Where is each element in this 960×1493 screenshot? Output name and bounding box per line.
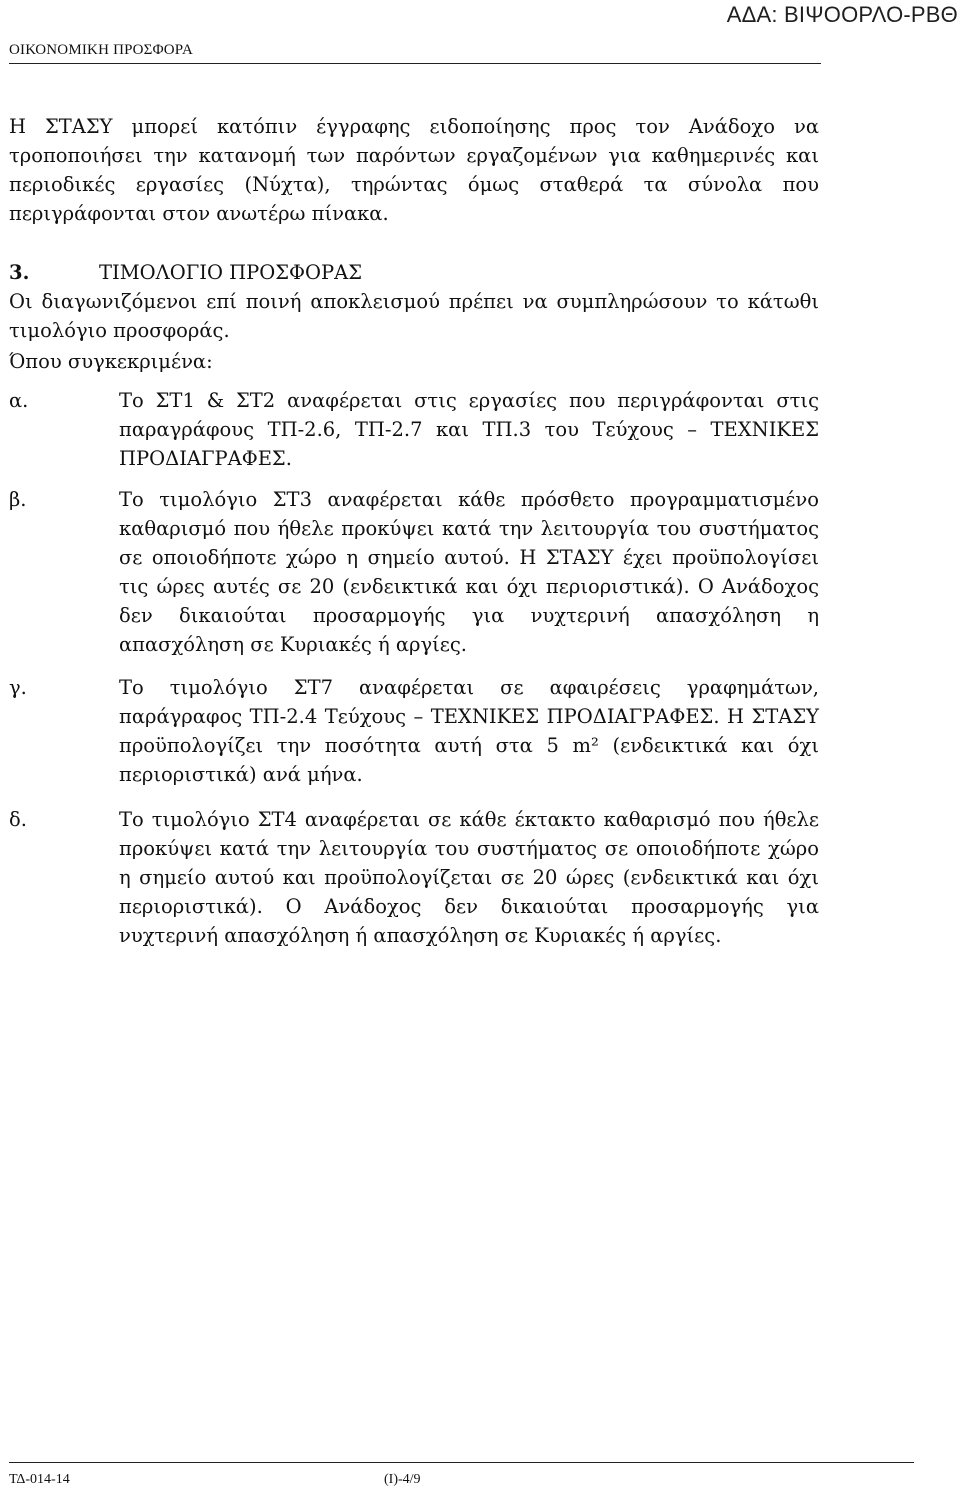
document-body (9, 112, 819, 950)
footer-doc-code: ΤΔ-014-14 (9, 1472, 70, 1487)
footer-divider (9, 1462, 914, 1463)
list-item-label: α. (9, 389, 29, 412)
section-3 (9, 258, 819, 950)
section-where: Όπου συγκεκριμένα: (9, 350, 213, 373)
list-item-text: Το ΣΤ1 & ΣΤ2 αναφέρεται στις εργασίες που περιγράφονται στις παραγράφους ΤΠ-2.6, ΤΠ-2.7 και ΤΠ.3 του Τεύχους – ΤΕΧΝΙΚΕΣ ΠΡΟΔΙΑΓΡΑΦΕΣ. (119, 389, 819, 470)
section-number: 3. (9, 261, 30, 284)
list-item-a (9, 386, 819, 473)
footer-page-number: (Ι)-4/9 (384, 1472, 421, 1487)
list-item-c (9, 673, 819, 789)
intro-paragraph: Η ΣΤΑΣΥ μπορεί κατόπιν έγγραφης ειδοποίησης προς τον Ανάδοχο να τροποποιήσει την κατανομή των παρόντων εργαζομένων για καθημερινές και περιοδικές εργασίες (Νύχτα), τηρώντας όμως σταθερά τα σύνολα που περιγράφονται στον ανωτέρω πίνακα. (9, 115, 819, 225)
header-divider (9, 63, 821, 64)
section-text: Οι διαγωνιζόμενοι επί ποινή αποκλεισμού πρέπει να συμπληρώσουν το κάτωθι τιμολόγιο προσφοράς. (9, 290, 819, 342)
list-item-label: γ. (9, 676, 27, 699)
list-item-label: β. (9, 488, 27, 511)
list-item-d (9, 805, 819, 950)
document-section-header: ΟΙΚΟΝΟΜΙΚΗ ΠΡΟΣΦΟΡΑ (9, 42, 194, 58)
list-item-label: δ. (9, 808, 27, 831)
list-item-text: Το τιμολόγιο ΣΤ3 αναφέρεται κάθε πρόσθετο προγραμματισμένο καθαρισμό που ήθελε προκύψει κατά την λειτουργία του συστήματος σε οποιοδήποτε χώρο η σημείο αυτού. Η ΣΤΑΣΥ έχει προϋπολογίσει τις ώρες αυτές σε 20 (ενδεικτικά και όχι περιοριστικά). Ο Ανάδοχος δεν δικαιούται προσαρμογής για νυχτερινή απασχόληση η απασχόληση σε Κυριακές ή αργίες. (119, 488, 819, 656)
list-item-text: Το τιμολόγιο ΣΤ7 αναφέρεται σε αφαιρέσεις γραφημάτων, παράγραφος ΤΠ-2.4 Τεύχους – ΤΕΧΝΙΚΕΣ ΠΡΟΔΙΑΓΡΑΦΕΣ. Η ΣΤΑΣΥ προϋπολογίζει την ποσότητα αυτή στα 5 m² (ενδεικτικά και όχι περιοριστικά) ανά μήνα. (119, 676, 819, 786)
list-item-b (9, 485, 819, 659)
ada-code: ΑΔΑ: ΒΙΨΟΟΡΛΟ-ΡΒΘ (726, 2, 958, 27)
section-heading (9, 258, 819, 287)
section-title: ΤΙΜΟΛΟΓΙΟ ΠΡΟΣΦΟΡΑΣ (99, 261, 363, 284)
list-item-text: Το τιμολόγιο ΣΤ4 αναφέρεται σε κάθε έκτακτο καθαρισμό που ήθελε προκύψει κατά την λειτουργία του συστήματος σε οποιοδήποτε χώρο η σημείο αυτού και προϋπολογίζεται σε 20 ώρες (ενδεικτικά και όχι περιοριστικά). Ο Ανάδοχος δεν δικαιούται προσαρμογής για νυχτερινή απασχόληση ή απασχόληση σε Κυριακές ή αργίες. (119, 808, 819, 947)
